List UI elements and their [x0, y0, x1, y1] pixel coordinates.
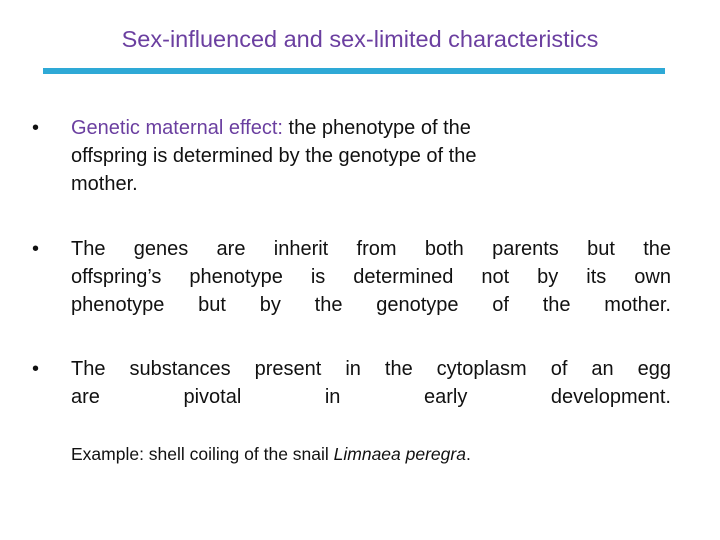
bullet-marker: • — [32, 117, 40, 139]
bullet-line: The genes are inherit from both parents but the — [71, 238, 671, 260]
bullet-line: are pivotal in early development. — [71, 386, 671, 408]
bullet-genes-inherited — [32, 235, 682, 319]
bullet-line — [71, 114, 682, 142]
bullet-term: Genetic maternal effect: — [71, 117, 283, 139]
bullet-text: the phenotype of the — [282, 117, 471, 139]
bullet-cytoplasm-substances — [32, 355, 682, 411]
example-prefix: Example: shell coiling of the snail — [71, 444, 334, 464]
example-suffix: . — [465, 444, 471, 464]
bullet-marker: • — [32, 238, 40, 260]
example-text — [71, 444, 471, 465]
title-underline-rule — [43, 68, 665, 74]
bullet-line: offspring’s phenotype is determined not by its own — [71, 266, 671, 288]
species-name: Limnaea peregra — [333, 444, 466, 464]
bullet-line: The substances present in the cytoplasm of an egg — [71, 358, 671, 380]
bullet-line: phenotype but by the genotype of the mother. — [71, 294, 671, 316]
bullet-marker: • — [32, 358, 40, 380]
bullet-genetic-maternal-effect — [32, 114, 682, 198]
bullet-line: offspring is determined by the genotype of the — [71, 145, 477, 167]
bullet-line: mother. — [71, 173, 138, 195]
slide-title: Sex-influenced and sex-limited characteristics — [121, 26, 599, 52]
